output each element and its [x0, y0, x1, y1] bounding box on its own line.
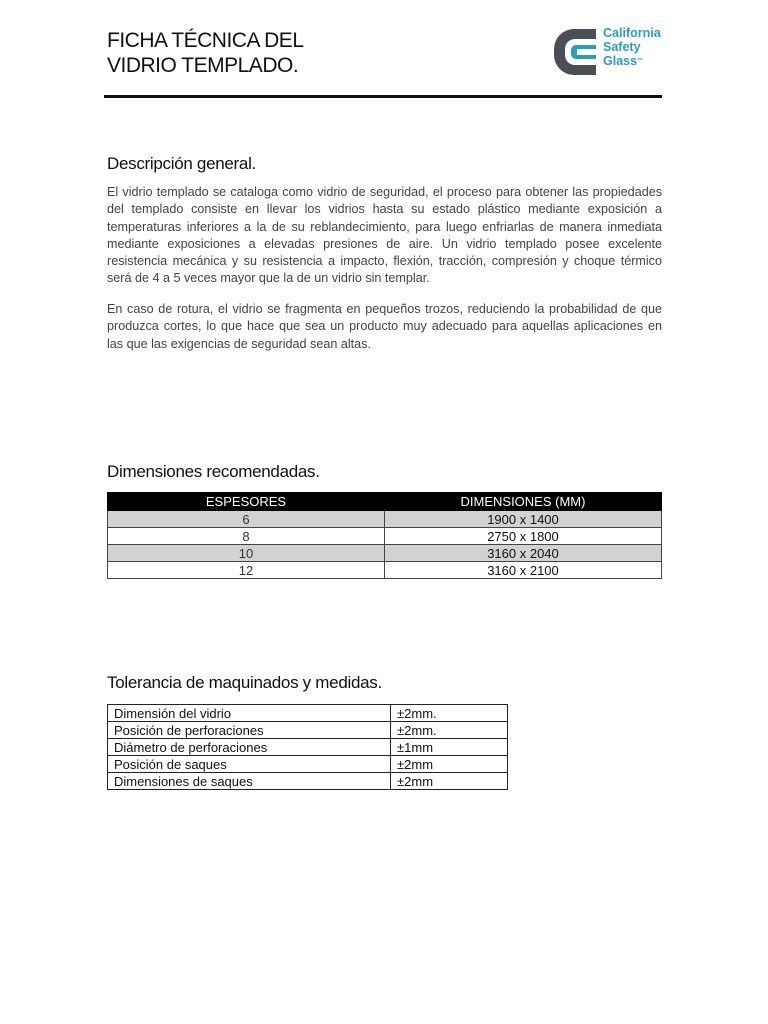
cell-dimension: 1900 x 1400 — [385, 511, 662, 528]
company-logo — [552, 25, 664, 79]
cell-concepto: Diámetro de perforaciones — [108, 739, 391, 756]
column-header-dimensiones: DIMENSIONES (MM) — [385, 493, 662, 511]
table-row — [108, 773, 508, 790]
column-header-espesores: ESPESORES — [108, 493, 385, 511]
cell-concepto: Dimensión del vidrio — [108, 705, 391, 722]
section-heading-tolerancia: Tolerancia de maquinados y medidas. — [107, 673, 382, 692]
logo-tm: ™ — [637, 58, 644, 64]
header-divider — [104, 95, 662, 98]
cell-concepto: Dimensiones de saques — [108, 773, 391, 790]
cell-tolerancia: ±1mm — [391, 739, 508, 756]
paragraph-descripcion-2: En caso de rotura, el vidrio se fragmenta en pequeños trozos, reduciendo la probabilidad de que produzca cortes, lo que hace que sea un producto muy adecuado para aquellas aplicaciones en las que las exigencias de seguridad sean altas. — [107, 302, 662, 351]
document-title — [107, 28, 304, 78]
tolerance-table — [107, 704, 508, 790]
table-row — [108, 562, 662, 579]
cell-concepto: Posición de saques — [108, 756, 391, 773]
cell-tolerancia: ±2mm. — [391, 722, 508, 739]
cell-dimension: 2750 x 1800 — [385, 528, 662, 545]
cell-dimension: 3160 x 2100 — [385, 562, 662, 579]
cell-espesor: 10 — [108, 545, 385, 562]
dimensions-table — [107, 492, 662, 579]
cell-espesor: 12 — [108, 562, 385, 579]
section-heading-dimensiones: Dimensiones recomendadas. — [107, 462, 320, 481]
table-row — [108, 511, 662, 528]
table-row — [108, 545, 662, 562]
cell-tolerancia: ±2mm — [391, 756, 508, 773]
table-row — [108, 756, 508, 773]
logo-line-3: Glass™ — [603, 54, 644, 68]
table-row — [108, 722, 508, 739]
section-heading-descripcion: Descripción general. — [107, 154, 256, 173]
cell-concepto: Posición de perforaciones — [108, 722, 391, 739]
table-row — [108, 739, 508, 756]
logo-line-1: California — [603, 26, 661, 40]
logo-line-2: Safety — [603, 40, 641, 54]
table-row — [108, 705, 508, 722]
title-line-1: FICHA TÉCNICA DEL — [107, 29, 304, 52]
paragraph-descripcion-1: El vidrio templado se cataloga como vidrio de seguridad, el proceso para obtener las propiedades del templado consiste en llevar los vidrios hasta su estado plástico mediante exposición a temperaturas inferiores a la de su reblandecimiento, para luego enfriarlas de manera inmediata mediante exposiciones a elevadas presiones de aire. Un vidrio templado posee excelente resistencia mecánica y su resistencia a impacto, flexión, tracción, compresión y choque térmico será de 4 a 5 veces mayor que la de un vidrio sin templar. — [107, 185, 662, 286]
cell-tolerancia: ±2mm. — [391, 705, 508, 722]
logo-wordmark — [603, 26, 661, 68]
cell-espesor: 8 — [108, 528, 385, 545]
table-row — [108, 528, 662, 545]
cell-tolerancia: ±2mm — [391, 773, 508, 790]
title-line-2: VIDRIO TEMPLADO. — [107, 54, 299, 77]
cell-espesor: 6 — [108, 511, 385, 528]
cell-dimension: 3160 x 2040 — [385, 545, 662, 562]
table-header-row — [108, 493, 662, 511]
logo-mark-icon — [552, 25, 600, 79]
